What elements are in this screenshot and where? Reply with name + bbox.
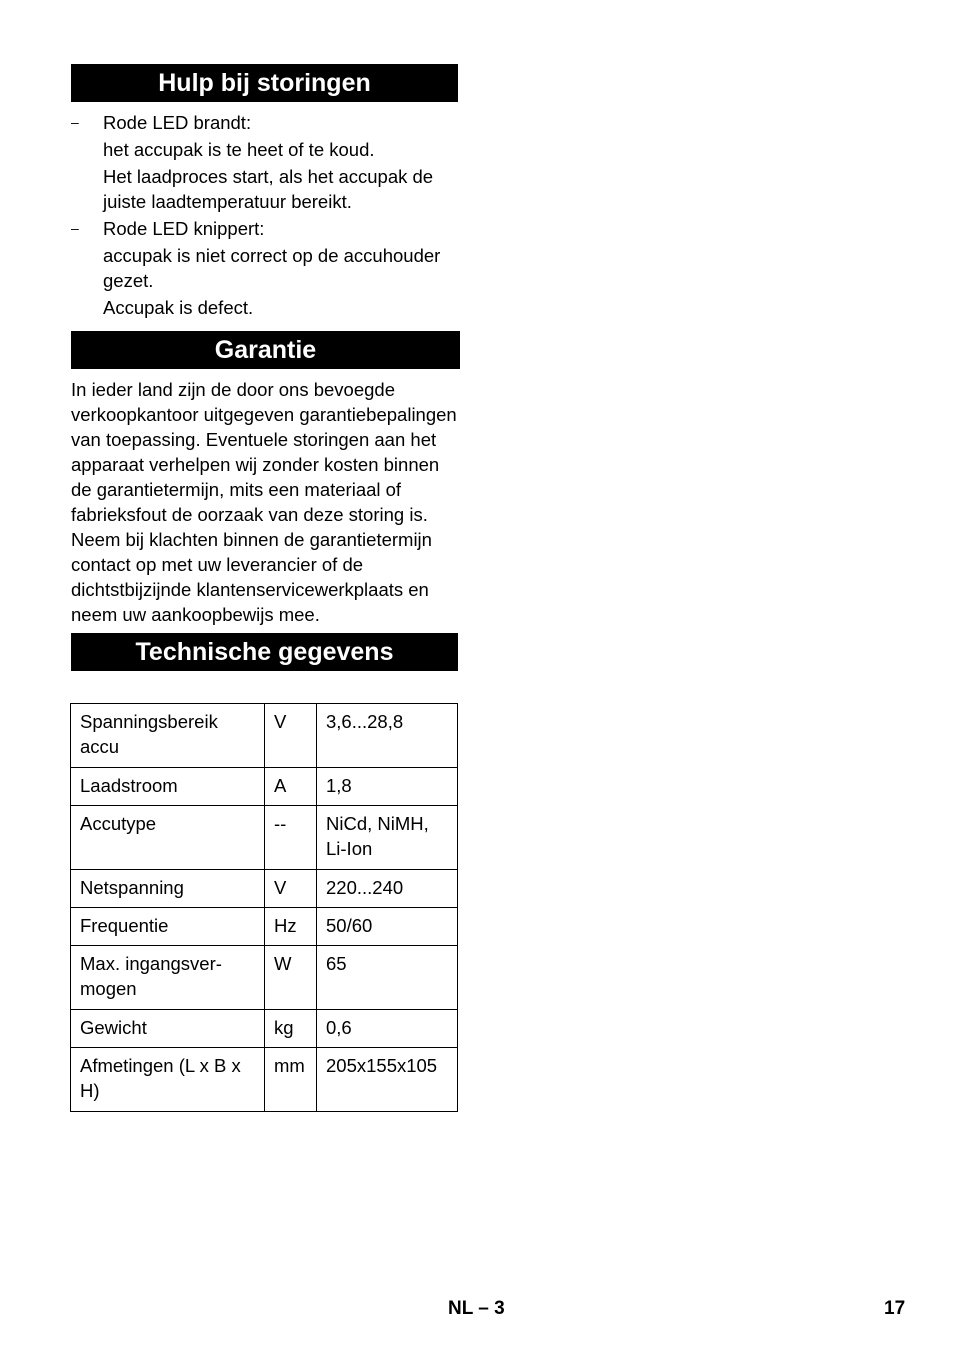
- spec-unit: V: [265, 704, 317, 768]
- dash-bullet: –: [71, 114, 79, 130]
- table-row: [71, 870, 458, 908]
- page-number: 17: [884, 1298, 906, 1319]
- spec-unit: mm: [265, 1048, 317, 1112]
- table-row: [71, 908, 458, 946]
- list-item-line: accupak is niet correct op de accuhouder gezet.: [103, 245, 441, 291]
- spec-value: 220...240: [317, 870, 458, 908]
- table-row: [71, 946, 458, 1010]
- heading-garantie: Garantie: [71, 331, 460, 369]
- spec-unit: --: [265, 806, 317, 870]
- spec-value: 3,6...28,8: [317, 704, 458, 768]
- spec-unit: Hz: [265, 908, 317, 946]
- specs-table: [70, 703, 458, 1112]
- list-item-label: Rode LED brandt:: [103, 112, 252, 133]
- list-item-line: het accupak is te heet of te koud.: [103, 139, 375, 160]
- heading-hulp-bij-storingen: Hulp bij storingen: [71, 64, 458, 102]
- spec-value: 65: [317, 946, 458, 1010]
- spec-name: Netspanning: [71, 870, 265, 908]
- table-row: [71, 768, 458, 806]
- dash-bullet: –: [71, 220, 79, 236]
- spec-name: Afmetingen (L x B x H): [71, 1048, 265, 1112]
- list-item: [71, 110, 466, 214]
- table-row: [71, 806, 458, 870]
- spec-name: Accutype: [71, 806, 265, 870]
- spec-unit: A: [265, 768, 317, 806]
- storingen-list: [71, 110, 466, 320]
- spec-value: NiCd, NiMH, Li-Ion: [317, 806, 458, 870]
- garantie-paragraph: In ieder land zijn de door ons bevoegde verkoopkantoor uitgegeven garantiebepalingen van toepassing. Eventuele storingen aan het apparaat verhelpen wij zonder kosten binnen de garantietermijn, mits een materiaal of fabrieksfout de oorzaak van deze storing is. Neem bij klachten binnen de garantietermijn contact op met uw leverancier of de dichtstbijzijnde klantenservicewerkplaats en neem uw aankoopbewijs mee.: [71, 379, 457, 625]
- spec-name: Laadstroom: [71, 768, 265, 806]
- spec-unit: V: [265, 870, 317, 908]
- spec-unit: W: [265, 946, 317, 1010]
- spec-name: Frequentie: [71, 908, 265, 946]
- footer-section-label: NL – 3: [448, 1298, 505, 1319]
- table-row: [71, 1048, 458, 1112]
- spec-value: 205x155x105: [317, 1048, 458, 1112]
- spec-value: 1,8: [317, 768, 458, 806]
- spec-name: Max. ingangsvermogen: [71, 946, 265, 1010]
- list-item-line: Accupak is defect.: [103, 297, 254, 318]
- list-item: [71, 216, 466, 320]
- heading-technische-gegevens: Technische gegevens: [71, 633, 458, 671]
- table-row: [71, 704, 458, 768]
- spec-value: 50/60: [317, 908, 458, 946]
- spec-value: 0,6: [317, 1010, 458, 1048]
- list-item-label: Rode LED knippert:: [103, 218, 265, 239]
- spec-name: Spanningsbereik accu: [71, 704, 265, 768]
- list-item-line: Het laadproces start, als het accupak de juiste laadtemperatuur bereikt.: [103, 166, 434, 212]
- table-row: [71, 1010, 458, 1048]
- spec-name: Gewicht: [71, 1010, 265, 1048]
- spec-unit: kg: [265, 1010, 317, 1048]
